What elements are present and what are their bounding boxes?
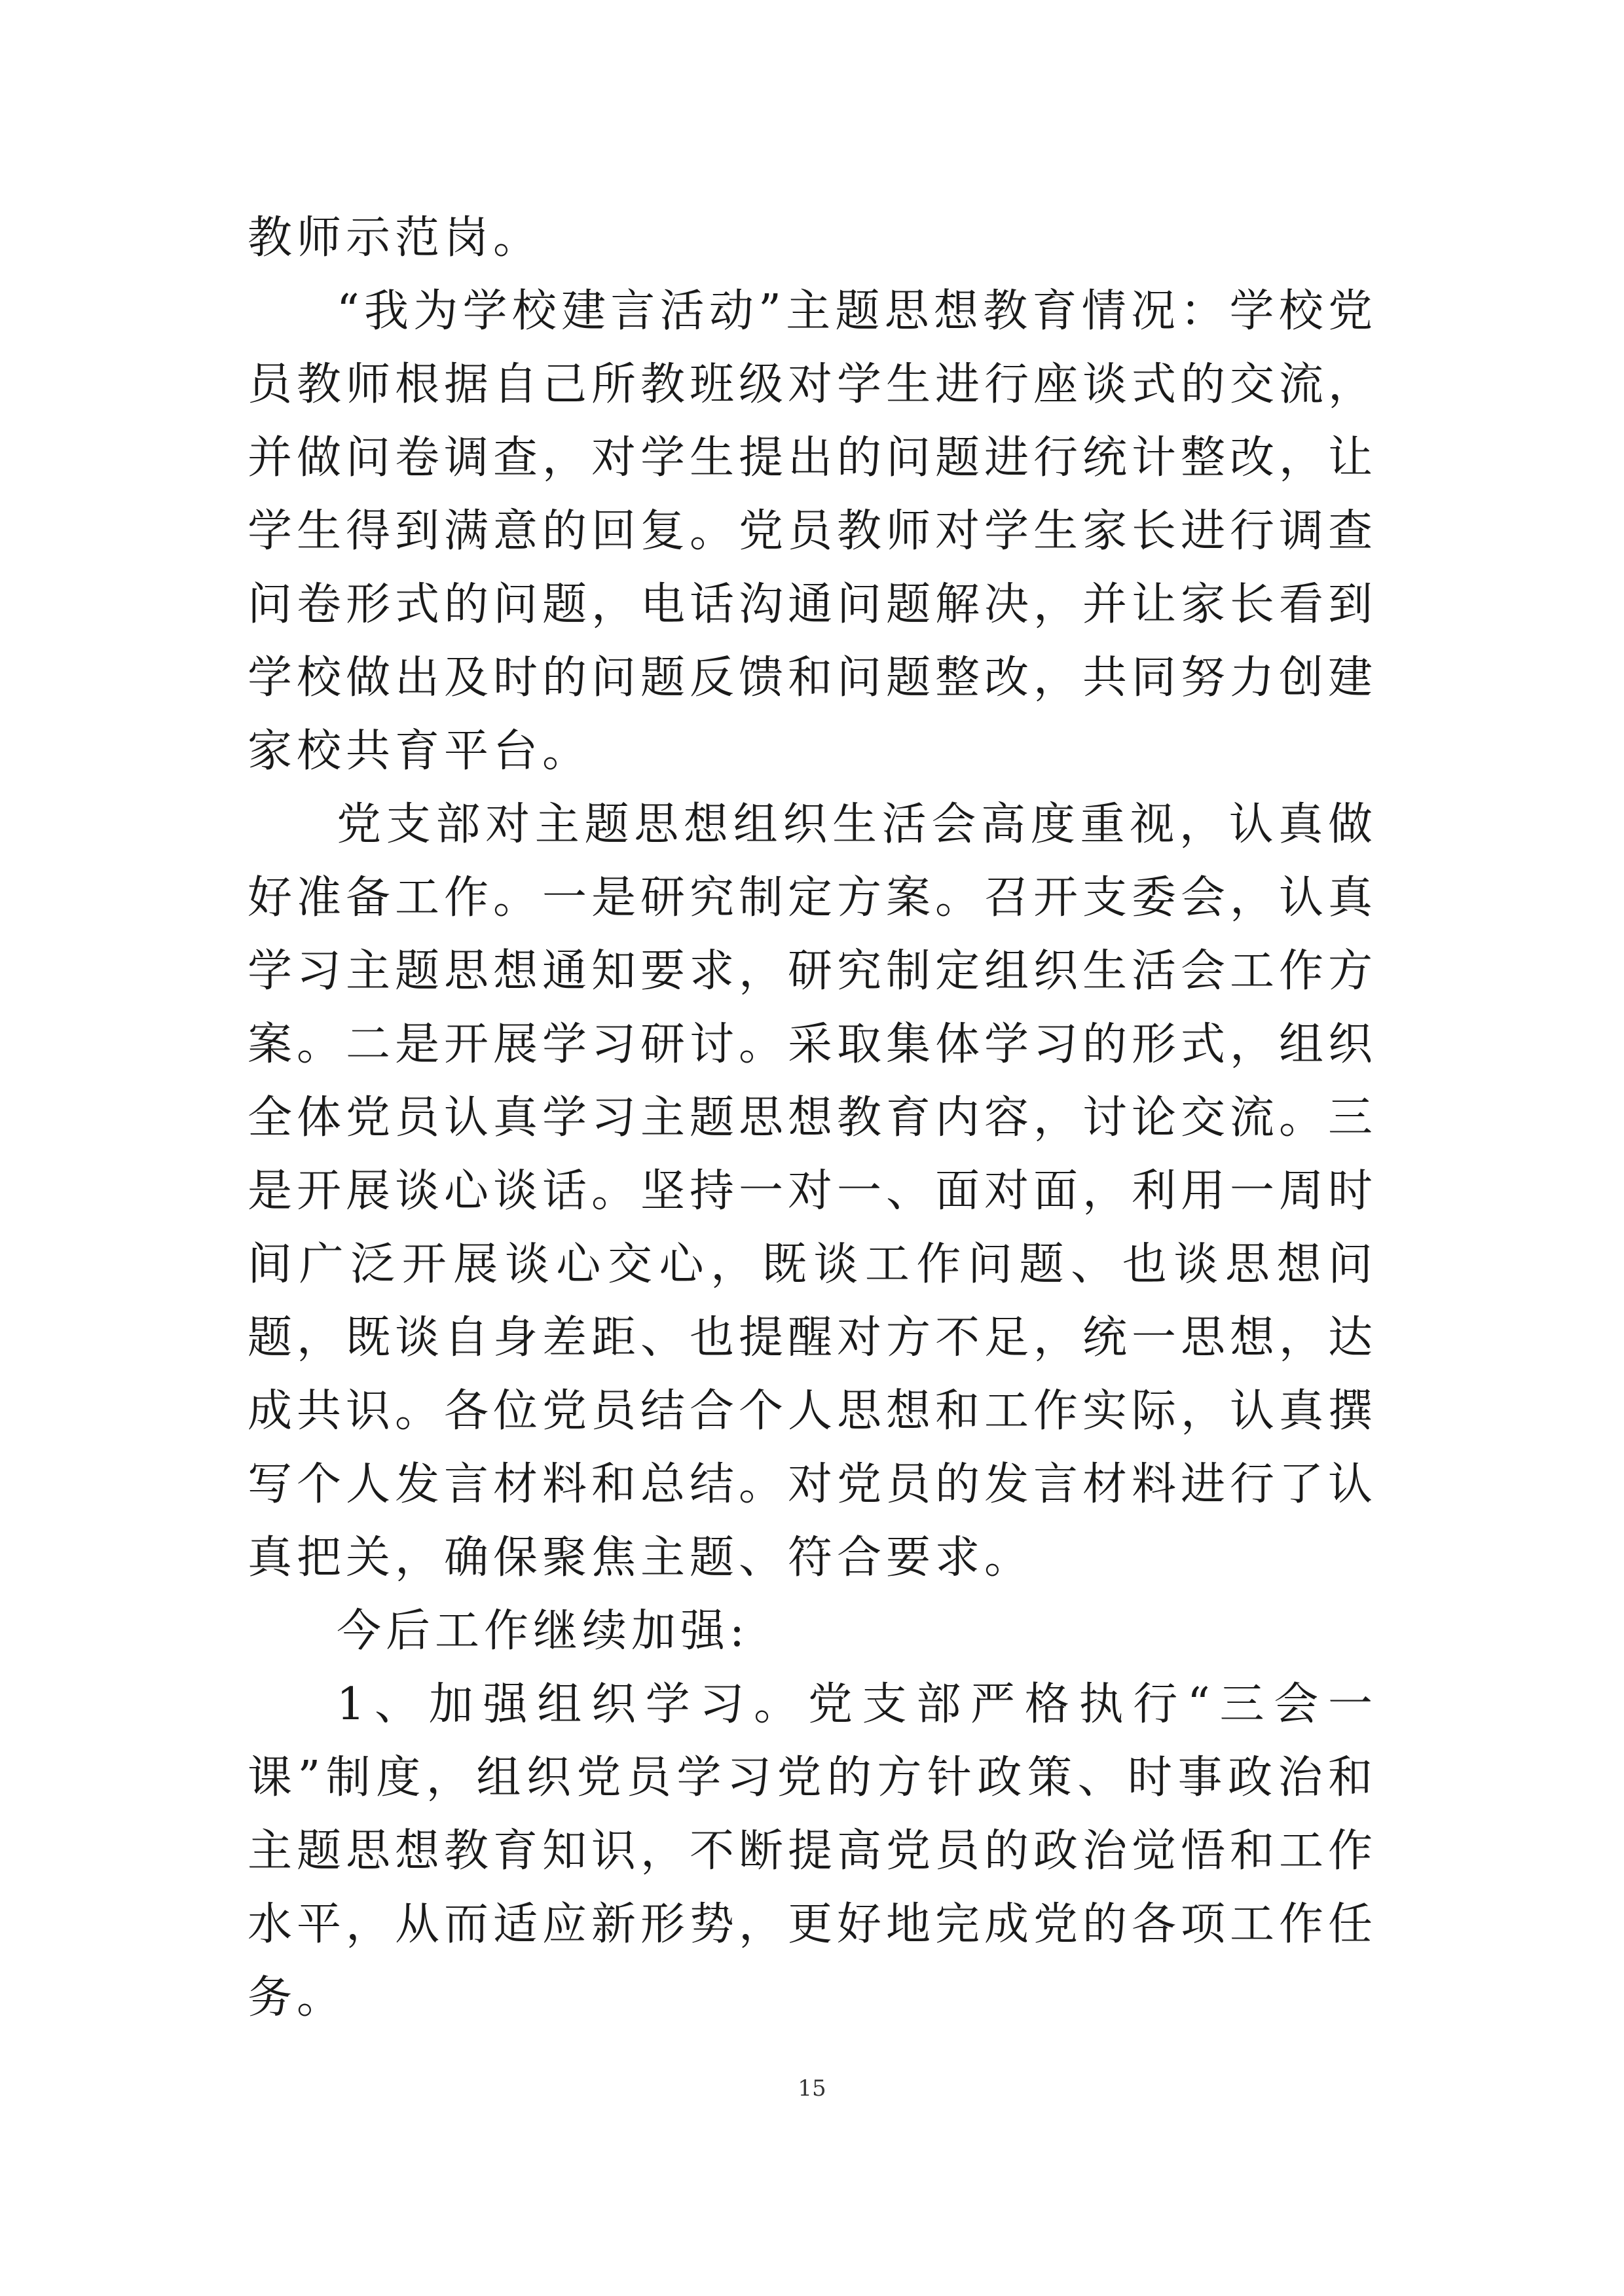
paragraph-suggestion-activity: “我为学校建言活动”主题思想教育情况：学校党员教师根据自己所教班级对学生进行座谈式的交流，并做问卷调查，对学生提出的问题进行统计整改，让学生得到满意的回复。党员教师对学生家长进行调查问卷形式的问题，电话沟通问题解决，并让家长看到学校做出及时的问题反馈和问题整改，共同努力创建家校共育平台。 bbox=[248, 285, 1378, 777]
paragraph-future-work-heading: 今后工作继续加强: bbox=[337, 1605, 749, 1657]
paragraph-continuation: 教师示范岗。 bbox=[248, 212, 543, 264]
paragraph-life-meeting: 党支部对主题思想组织生活会高度重视，认真做好准备工作。一是研究制定方案。召开支委会，认真学习主题思想通知要求，研究制定组织生活会工作方案。二是开展学习研讨。采取集体学习的形式，组织全体党员认真学习主题思想教育内容，讨论交流。三是开展谈心谈话。坚持一对一、面对面，利用一周时间广泛开展谈心交心，既谈工作问题、也谈思想问题，既谈自身差距、也提醒对方不足，统一思想，达成共识。各位党员结合个人思想和工作实际，认真撰写个人发言材料和总结。对党员的发言材料进行了认真把关，确保聚焦主题、符合要求。 bbox=[248, 799, 1378, 1584]
paragraph-item-1: 1、加强组织学习。党支部严格执行“三会一课”制度，组织党员学习党的方针政策、时事政治和主题思想教育知识，不断提高党员的政治觉悟和工作水平，从而适应新形势，更好地完成党的各项工作任务。 bbox=[248, 1679, 1378, 2024]
page-number: 15 bbox=[798, 2075, 826, 2102]
body-text bbox=[248, 202, 1377, 2035]
